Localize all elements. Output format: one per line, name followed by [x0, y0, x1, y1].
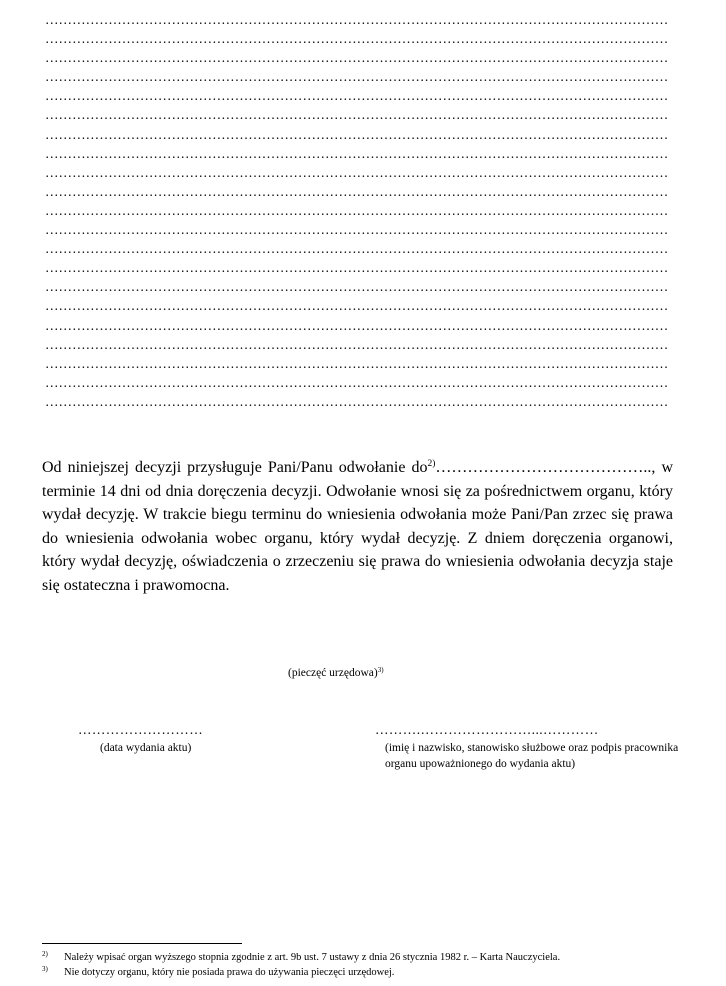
stamp-label: (pieczęć urzędowa) — [288, 667, 378, 679]
blank-line: ………………………………………………………………………………………………………………………… — [45, 336, 669, 352]
appeal-lead: Od niniejszej decyzji przysługuje Pani/Panu odwołanie do — [42, 459, 428, 476]
footnotes — [42, 950, 702, 980]
date-signature-line: ……………………… — [78, 722, 204, 737]
blank-line: ………………………………………………………………………………………………………………………… — [45, 260, 669, 276]
blank-line: ………………………………………………………………………………………………………………………… — [45, 69, 669, 85]
footnote-ref-2: 2) — [427, 459, 436, 469]
blank-line: ………………………………………………………………………………………………………………………… — [45, 12, 669, 27]
blank-line: ………………………………………………………………………………………………………………………… — [45, 31, 669, 47]
footnote-ref-3: 3) — [377, 666, 384, 674]
blank-line: ………………………………………………………………………………………………………………………… — [45, 202, 669, 218]
blank-line: ………………………………………………………………………………………………………………………… — [45, 241, 669, 257]
appeal-paragraph — [42, 456, 673, 598]
blank-line: ………………………………………………………………………………………………………………………… — [45, 355, 669, 371]
footnote-mark: 3) — [42, 965, 48, 973]
blank-line: ………………………………………………………………………………………………………………………… — [45, 183, 669, 199]
footnote-separator — [42, 943, 242, 944]
footnote-text: Należy wpisać organ wyższego stopnia zgodnie z art. 9b ust. 7 ustawy z dnia 26 stycznia 1982 r. – Karta Nauczyciela. — [64, 952, 561, 963]
blank-line: ………………………………………………………………………………………………………………………… — [45, 298, 669, 314]
blank-lines-block — [45, 10, 675, 411]
footnote-text: Nie dotyczy organu, który nie posiada prawa do używania pieczęci urzędowej. — [64, 967, 395, 978]
blank-line: ………………………………………………………………………………………………………………………… — [45, 164, 669, 180]
blank-line: ………………………………………………………………………………………………………………………… — [45, 126, 669, 142]
blank-line: ………………………………………………………………………………………………………………………… — [45, 317, 669, 333]
blank-line: ………………………………………………………………………………………………………………………… — [45, 279, 669, 295]
footnote-3 — [42, 965, 702, 980]
footnote-mark: 2) — [42, 950, 48, 958]
blank-line: ………………………………………………………………………………………………………………………… — [45, 88, 669, 104]
blank-line: ………………………………………………………………………………………………………………………… — [45, 222, 669, 238]
footnote-2 — [42, 950, 702, 965]
official-signature-label: (imię i nazwisko, stanowisko służbowe oraz podpis pracownika organu upoważnionego do wydania aktu) — [385, 742, 679, 770]
blank-line: ………………………………………………………………………………………………………………………… — [45, 107, 669, 123]
official-signature-line: ……….……………………...………… — [375, 722, 599, 737]
blank-line: ………………………………………………………………………………………………………………………… — [45, 393, 669, 409]
blank-line: ………………………………………………………………………………………………………………………… — [45, 145, 669, 161]
blank-line: ………………………………………………………………………………………………………………………… — [45, 374, 669, 390]
date-label: (data wydania aktu) — [100, 742, 192, 754]
blank-line: ………………………………………………………………………………………………………………………… — [45, 50, 669, 66]
appeal-tail: ………………………………….., w terminie 14 dni od dnia doręczenia decyzji. Odwołanie wnosi się za pośrednictwem organu, który wydał decyzję. W trakcie biegu terminu do wniesienia odwołania może Pani/Pan zrzec się prawa do wniesienia odwołania wobec organu, który wydał decyzję. Z dniem doręczenia organowi, który wydał decyzję, oświadczenia o zrzeczeniu się prawa do wniesienia odwołania decyzja staje się ostateczna i prawomocna. — [42, 459, 673, 594]
stamp-placeholder — [288, 667, 384, 679]
